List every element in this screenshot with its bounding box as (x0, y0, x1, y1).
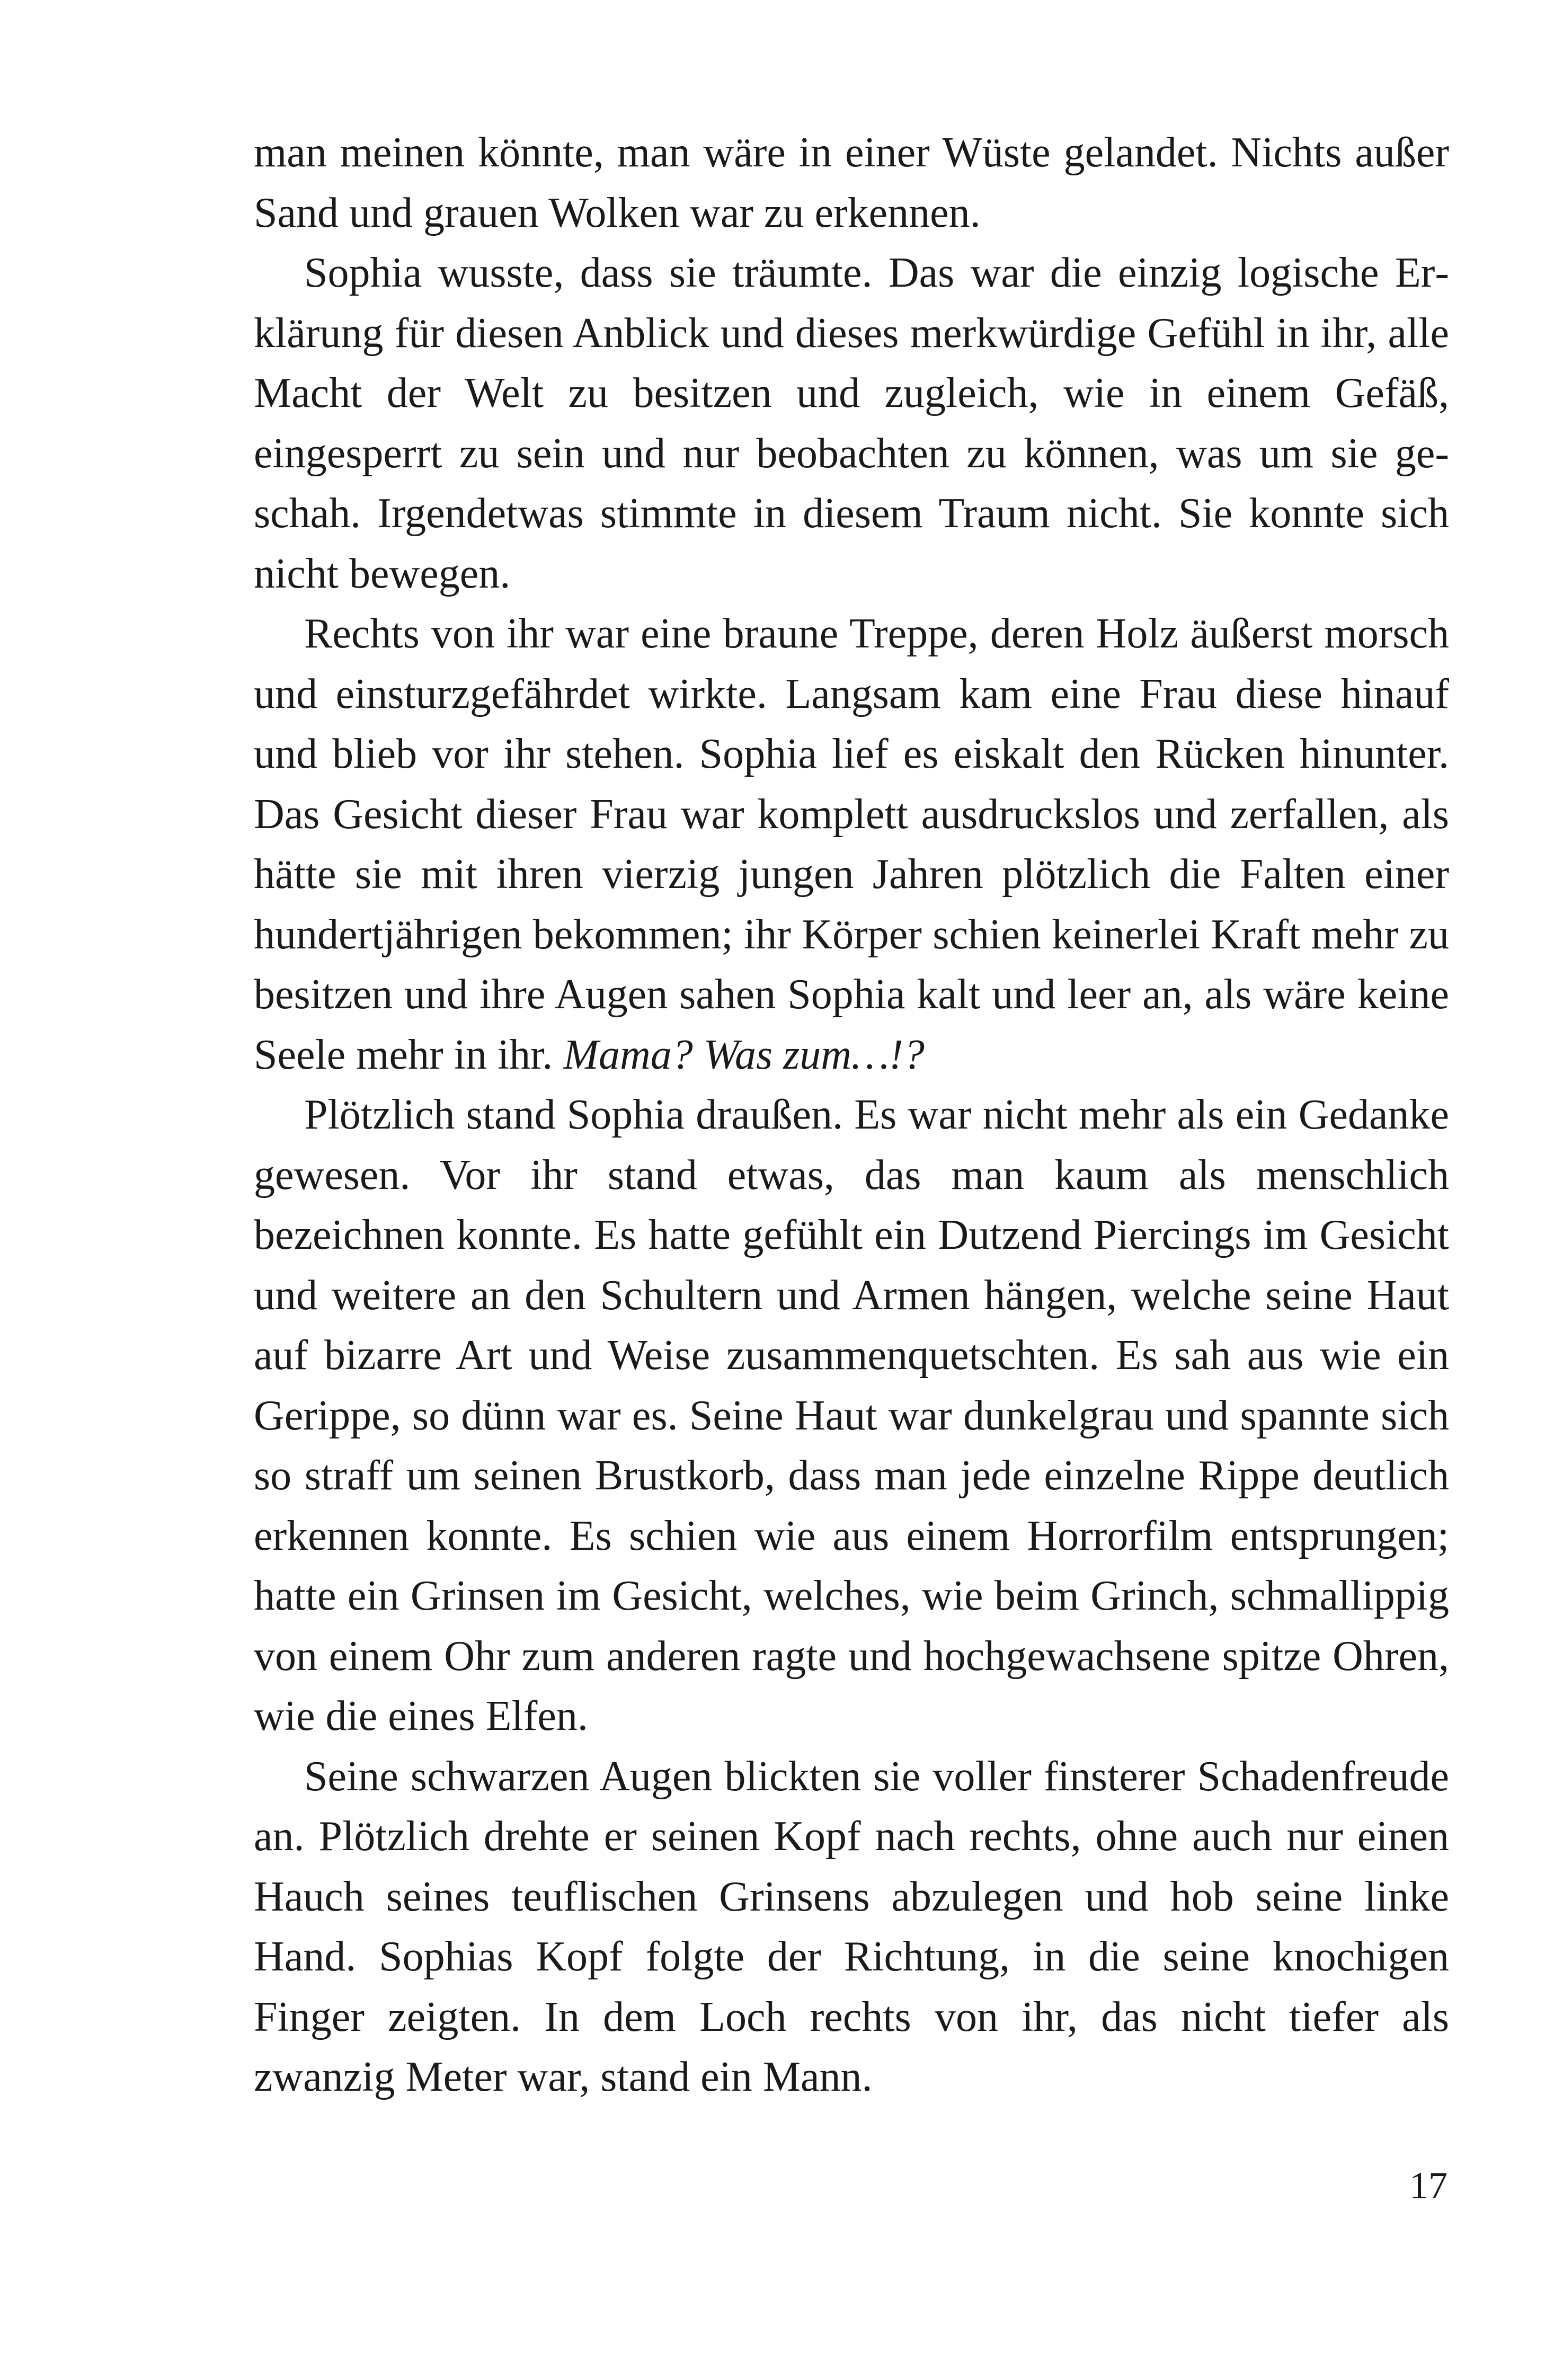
body-text (254, 123, 1449, 2108)
paragraph-5 (254, 1747, 1449, 2108)
page-number: 17 (1409, 2164, 1447, 2207)
paragraph-2-text: Sophia wusste, dass sie träumte. Das war die einzig logische Erklärung für diesen Anblick und dieses merkwürdige Gefühl in ihr, alle Macht der Welt zu besitzen und zugleich, wie in einem Gefäß, eingesperrt zu sein und nur beobachten zu können, was um sie geschah. Irgendetwas stimmte in diesem Traum nicht. Sie konnte sich nicht bewegen. (254, 250, 1449, 597)
paragraph-3-emphasis: Mama? Was zum…!? (563, 1031, 925, 1078)
paragraph-5-text: Seine schwarzen Augen blickten sie voller finsterer Schadenfreude an. Plötzlich drehte er seinen Kopf nach rechts, ohne auch nur einen Hauch seines teuflischen Grinsens abzulegen und hob seine linke Hand. Sophias Kopf folgte der Richtung, in die seine knochigen Finger zeigten. In dem Loch rechts von ihr, das nicht tiefer als zwanzig Meter war, stand ein Mann. (254, 1753, 1449, 2100)
paragraph-3 (254, 604, 1449, 1085)
paragraph-4 (254, 1085, 1449, 1747)
paragraph-1 (254, 123, 1449, 243)
paragraph-3-text: Rechts von ihr war eine braune Treppe, deren Holz äußerst morsch und einsturzgefährdet wirkte. Langsam kam eine Frau diese hinauf und blieb vor ihr stehen. Sophia lief es eiskalt den Rücken hinunter. Das Gesicht dieser Frau war komplett ausdruckslos und zerfallen, als hätte sie mit ihren vierzig jungen Jahren plötzlich die Falten einer hundertjährigen bekommen; ihr Körper schien keinerlei Kraft mehr zu besitzen und ihre Augen sahen Sophia kalt und leer an, als wäre keine Seele mehr in ihr. (254, 610, 1449, 1078)
paragraph-4-text: Plötzlich stand Sophia draußen. Es war nicht mehr als ein Gedanke gewesen. Vor ihr stand etwas, das man kaum als menschlich bezeichnen konnte. Es hatte gefühlt ein Dutzend Piercings im Gesicht und weitere an den Schultern und Armen hängen, welche seine Haut auf bizarre Art und Weise zusammenquetschten. Es sah aus wie ein Gerippe, so dünn war es. Seine Haut war dunkelgrau und spannte sich so straff um seinen Brustkorb, dass man jede einzelne Rippe deutlich erkennen konnte. Es schien wie aus einem Horrorfilm entsprungen; hatte ein Grinsen im Gesicht, welches, wie beim Grinch, schmallippig von einem Ohr zum anderen ragte und hochgewachsene spitze Ohren, wie die eines Elfen. (254, 1091, 1449, 1739)
paragraph-2 (254, 243, 1449, 604)
paragraph-1-text: man meinen könnte, man wäre in einer Wüste gelandet. Nichts außer Sand und grauen Wolken war zu erkennen. (254, 129, 1449, 236)
